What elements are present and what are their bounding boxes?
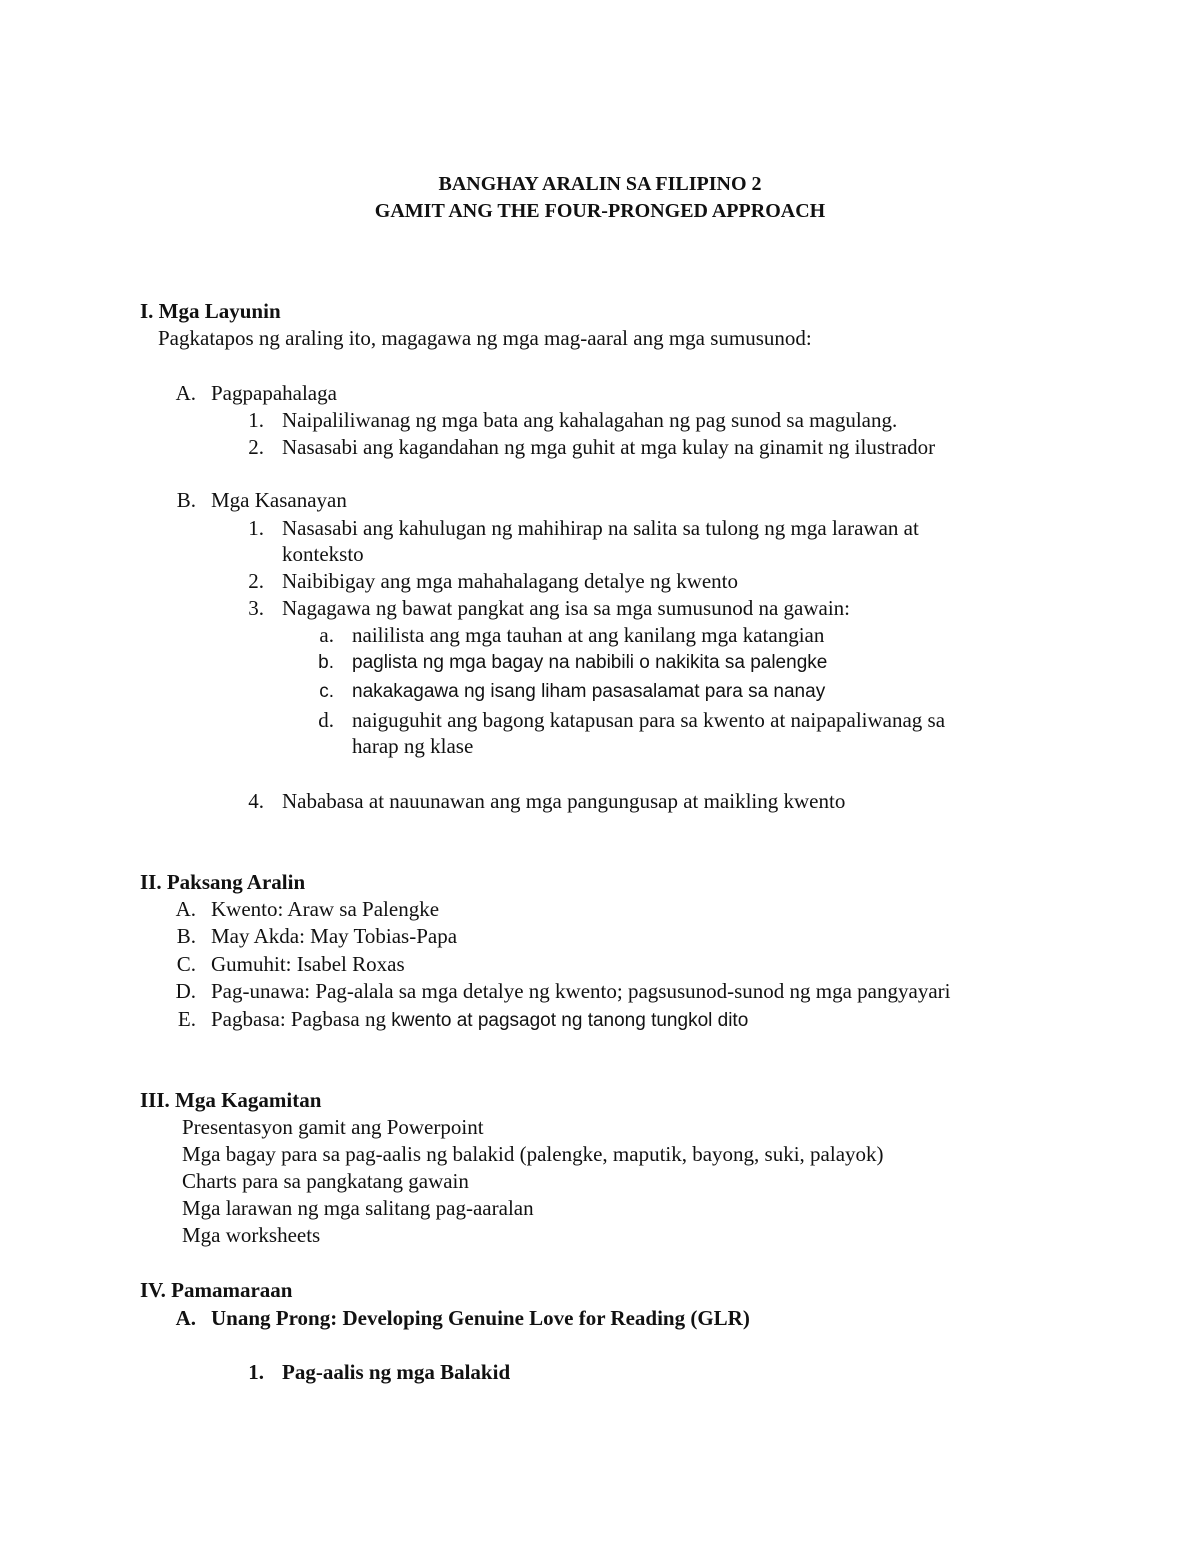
- list-number: 2.: [248, 435, 264, 459]
- section-2-heading: II. Paksang Aralin: [140, 870, 306, 894]
- sub-list-letter: c.: [319, 681, 334, 702]
- list-text: Naibibigay ang mga mahahalagang detalye ng kwento: [282, 569, 739, 593]
- list-label: B.: [176, 488, 196, 512]
- list-title: Unang Prong: Developing Genuine Love for Reading (GLR): [211, 1306, 750, 1330]
- list-text: Naipaliliwanag ng mga bata ang kahalagahan ng pag sunod sa magulang.: [282, 408, 898, 432]
- list-text: Nagagawa ng bawat pangkat ang isa sa mga sumusunod na gawain:: [282, 596, 851, 620]
- sub-list-text: naiguguhit ang bagong katapusan para sa kwento at naipapaliwanag sa: [352, 708, 946, 732]
- list-label: C.: [176, 952, 196, 976]
- materials-item: Charts para sa pangkatang gawain: [182, 1169, 469, 1193]
- list-text: May Akda: May Tobias-Papa: [211, 924, 458, 948]
- list-number: 1.: [248, 516, 264, 540]
- list-text: [211, 1006, 748, 1034]
- materials-item: Mga larawan ng mga salitang pag-aaralan: [182, 1196, 534, 1220]
- sub-list-letter: a.: [319, 623, 334, 647]
- list-text: Kwento: Araw sa Palengke: [211, 897, 440, 921]
- list-title: Pag-aalis ng mga Balakid: [282, 1360, 511, 1384]
- list-text: Pag-unawa: Pag-alala sa mga detalye ng kwento; pagsusunod-sunod ng mga pangyayari: [211, 979, 951, 1003]
- title-line-1: BANGHAY ARALIN SA FILIPINO 2: [438, 173, 762, 195]
- list-label: B.: [176, 924, 196, 948]
- list-text-sans: kwento at pagsagot ng tanong tungkol dito: [391, 1010, 749, 1031]
- list-number: 2.: [248, 569, 264, 593]
- sub-list-text: paglista ng mga bagay na nabibili o nakikita sa palengke: [352, 652, 828, 673]
- sub-list-text-continued: harap ng klase: [352, 734, 474, 758]
- sub-list-text: naililista ang mga tauhan at ang kanilang mga katangian: [352, 623, 825, 647]
- list-number: 4.: [248, 789, 264, 813]
- list-text: Nasasabi ang kahulugan ng mahihirap na salita sa tulong ng mga larawan at: [282, 516, 919, 540]
- list-number: 3.: [248, 596, 264, 620]
- list-label: D.: [175, 979, 196, 1003]
- section-4-heading: IV. Pamamaraan: [140, 1278, 293, 1302]
- list-label: A.: [175, 897, 196, 921]
- section-3-heading: III. Mga Kagamitan: [140, 1088, 322, 1112]
- section-1-intro: Pagkatapos ng araling ito, magagawa ng mga mag-aaral ang mga sumusunod:: [158, 326, 812, 350]
- section-1-heading: I. Mga Layunin: [140, 299, 281, 323]
- title-line-2: GAMIT ANG THE FOUR-PRONGED APPROACH: [374, 200, 826, 222]
- list-number: 1.: [248, 408, 264, 432]
- list-text: Nasasabi ang kagandahan ng mga guhit at mga kulay na ginamit ng ilustrador: [282, 435, 936, 459]
- list-title: Pagpapahalaga: [211, 381, 337, 405]
- sub-list-letter: d.: [318, 708, 334, 732]
- list-label: A.: [175, 381, 196, 405]
- list-text: Nababasa at nauunawan ang mga pangungusap at maikling kwento: [282, 789, 846, 813]
- materials-item: Presentasyon gamit ang Powerpoint: [182, 1115, 484, 1139]
- sub-list-letter: b.: [318, 652, 334, 673]
- list-text-continued: konteksto: [282, 542, 364, 566]
- list-text-serif: Pagbasa: Pagbasa ng: [211, 1007, 392, 1031]
- sub-list-text: nakakagawa ng isang liham pasasalamat para sa nanay: [352, 681, 826, 702]
- list-number: 1.: [248, 1360, 264, 1384]
- list-title: Mga Kasanayan: [211, 488, 347, 512]
- materials-item: Mga bagay para sa pag-aalis ng balakid (palengke, maputik, bayong, suki, palayok): [182, 1142, 884, 1166]
- list-text: Gumuhit: Isabel Roxas: [211, 952, 405, 976]
- list-label: A.: [175, 1306, 196, 1330]
- list-label: E.: [177, 1007, 196, 1031]
- materials-item: Mga worksheets: [182, 1223, 321, 1247]
